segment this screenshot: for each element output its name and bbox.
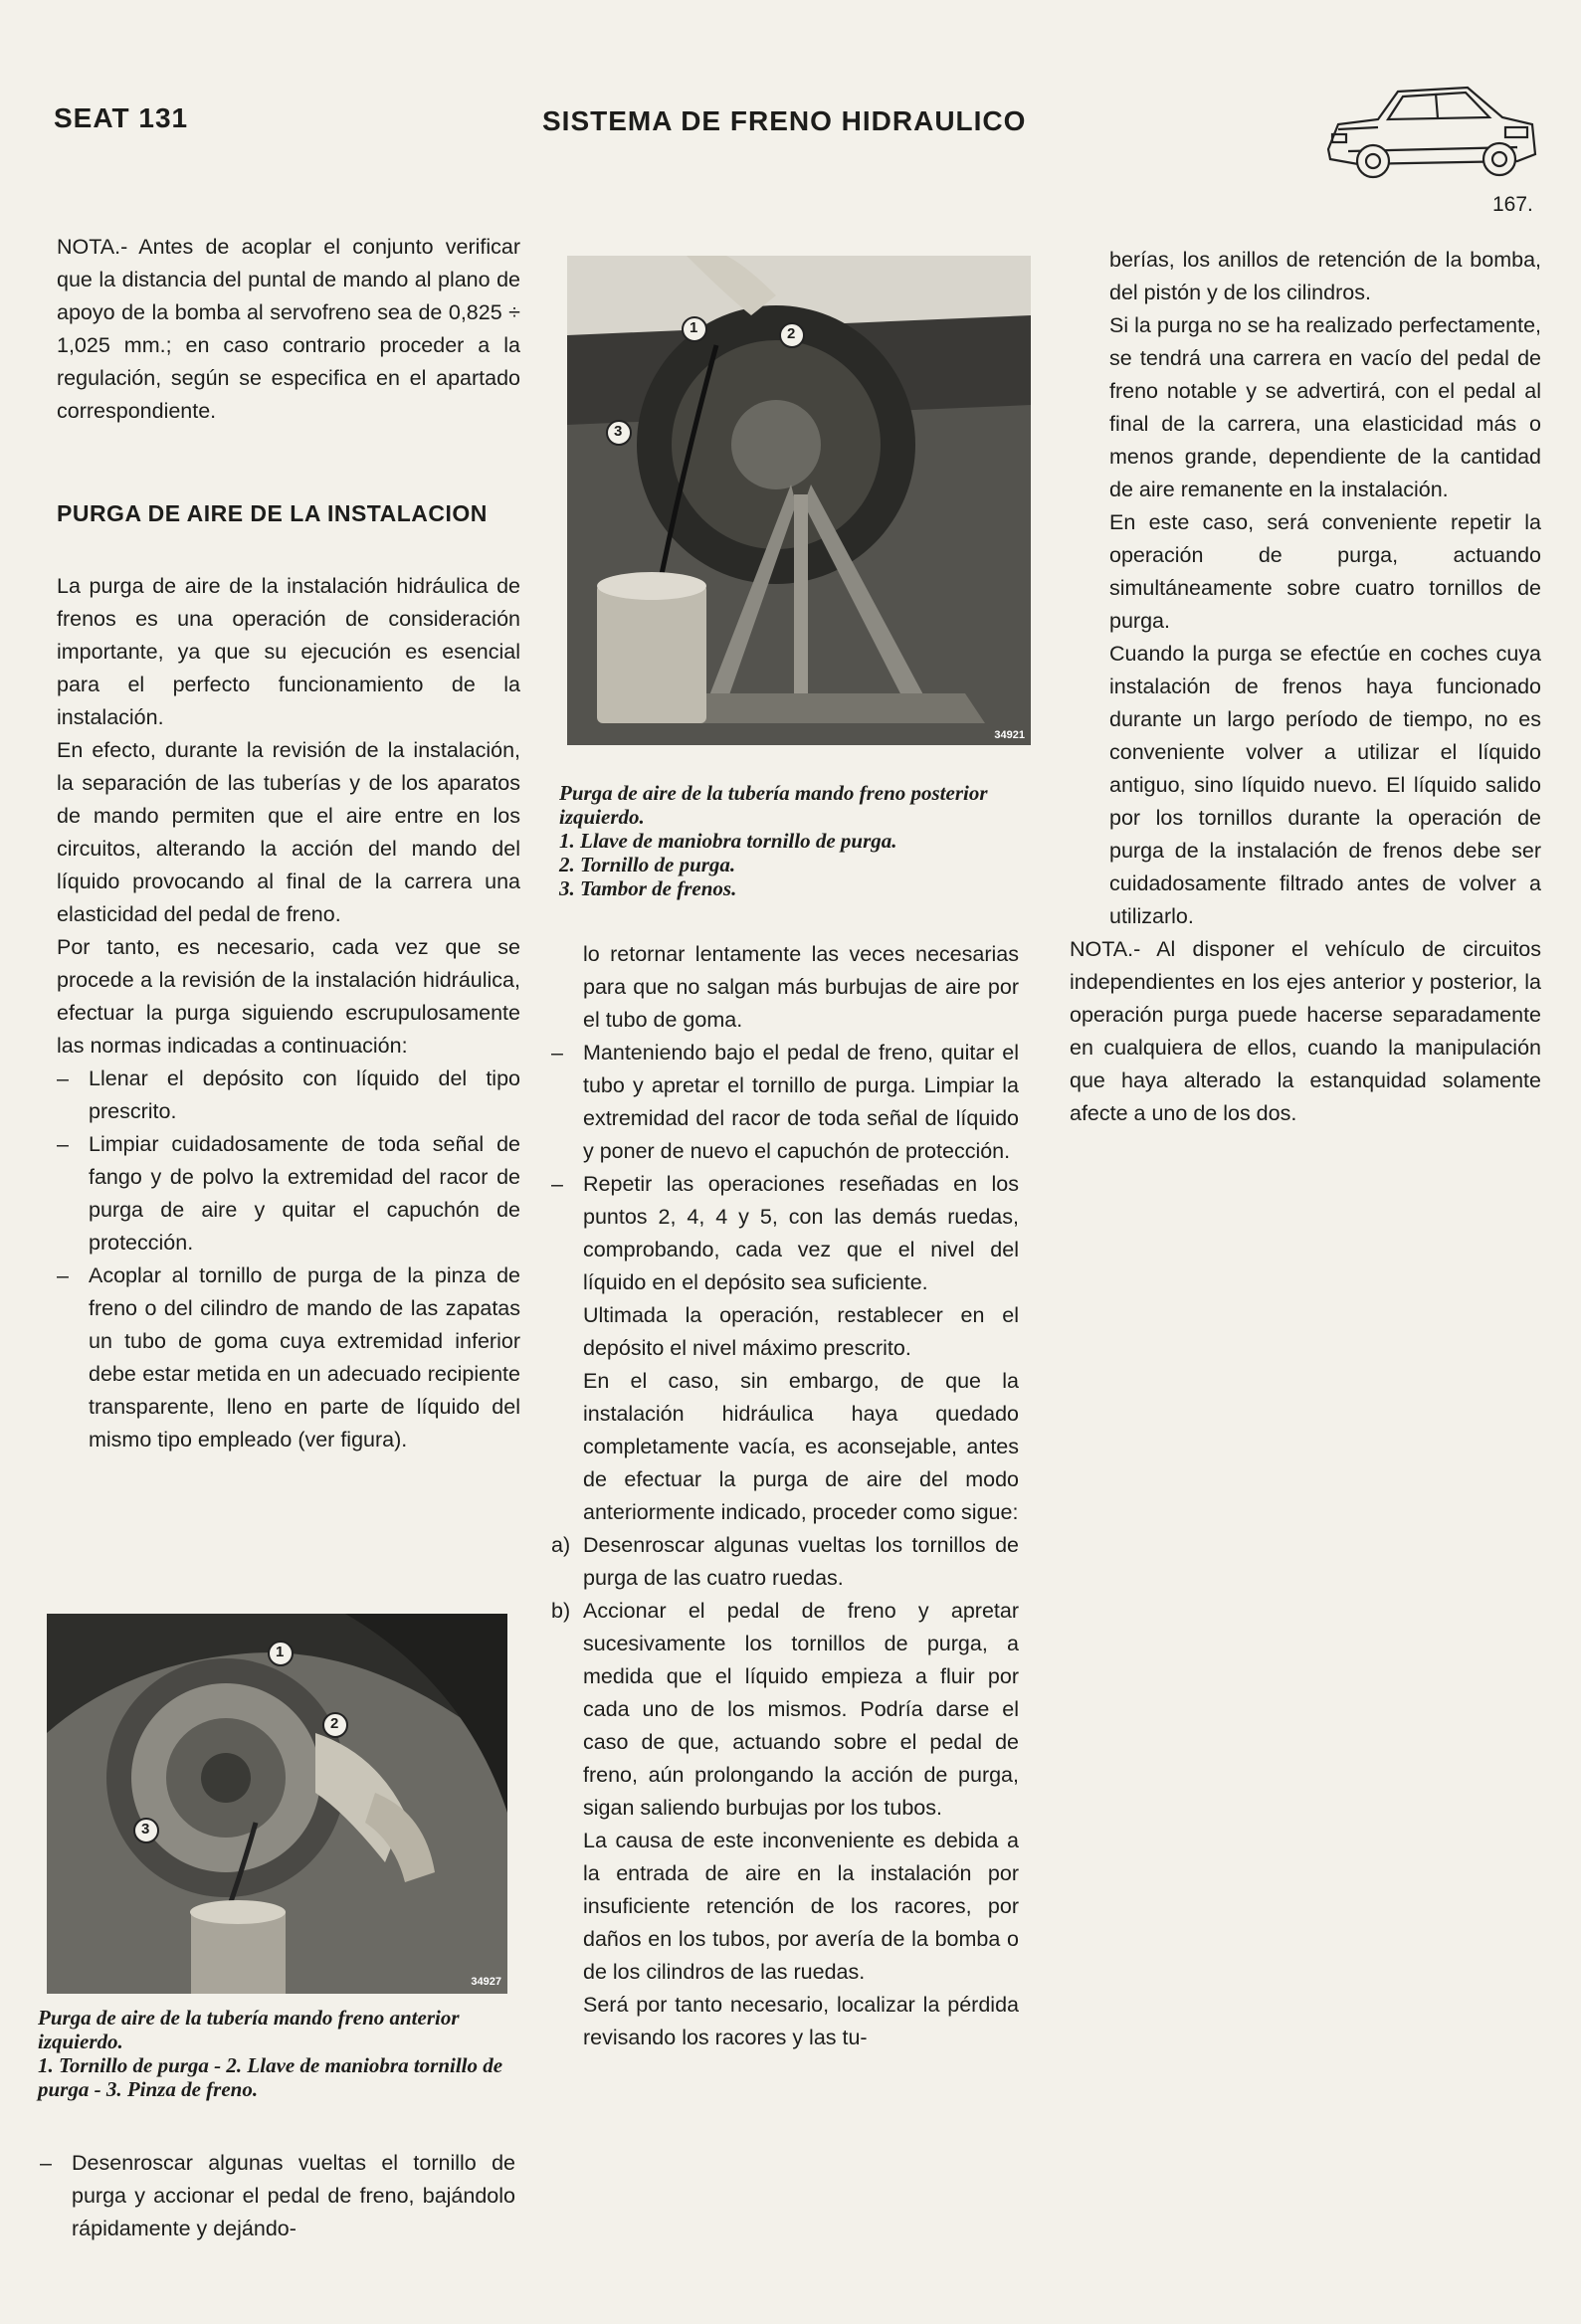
list-item: – Repetir las operaciones reseñadas en los puntos 2, 4, 4 y 5, con las demás ruedas, comprobando, cada vez que el nivel del líquido en el depósito sea suficiente. [551, 1168, 1019, 1299]
front-brake-photo [47, 1614, 507, 1994]
paragraph: berías, los anillos de retención de la bomba, del pistón y de los cilindros. [1109, 248, 1541, 304]
rear-brake-photo [567, 256, 1031, 745]
figure-id: 34927 [471, 1976, 501, 1988]
column-2 [551, 938, 1019, 2054]
model-name: SEAT 131 [54, 102, 189, 133]
caption-item: 1. Llave de maniobra tornillo de purga. [559, 829, 897, 853]
item-label: a) [551, 1533, 571, 1557]
callout-2: 2 [787, 325, 796, 342]
paragraph: Ultimada la operación, restablecer en el depósito el nivel máximo prescrito. [583, 1303, 1019, 1360]
callout-3: 3 [614, 423, 623, 440]
paragraph: La purga de aire de la instalación hidráulica de frenos es una operación de consideración importante, ya que su ejecución es esencial para el perfecto funcionamiento de la instalación. [57, 574, 520, 729]
nota-paragraph: NOTA.- Al disponer el vehículo de circuitos independientes en los ejes anterior y posterior, la operación purga puede hacerse separadamente en cualquiera de ellos, cuando la manipulación que haya alterado la estanquidad solamente afecte a uno de los dos. [1070, 937, 1541, 1125]
caption-title: Purga de aire de la tubería mando freno anterior izquierdo. [38, 2006, 460, 2053]
page-number: 167. [1492, 193, 1533, 216]
item-text: Accionar el pedal de freno y apretar sucesivamente los tornillos de purga, a medida que el líquido empieza a fluir por cada uno de los mismos. Podría darse el caso de que, actuando sobre el pedal de freno, aún prolongando la acción de purga, sigan saliendo burbujas por los tubos. [583, 1599, 1019, 1820]
paragraph: Será por tanto necesario, localizar la pérdida revisando los racores y las tu- [583, 1993, 1019, 2049]
column-1 [57, 231, 520, 1456]
caption-item: 3. Tambor de frenos. [559, 876, 737, 900]
car-illustration [1318, 70, 1542, 189]
callout-3: 3 [141, 1821, 150, 1838]
figure-id: 34921 [994, 729, 1025, 741]
caption-item: 2. Tornillo de purga. [559, 853, 736, 876]
list-item: – Llenar el depósito con líquido del tipo prescrito. [57, 1063, 520, 1128]
callout-1: 1 [276, 1644, 285, 1660]
lettered-item [551, 1595, 1019, 1825]
section-header: SISTEMA DE FRENO HIDRAULICO [542, 105, 1027, 136]
section-title: PURGA DE AIRE DE LA INSTALACION [57, 500, 488, 526]
paragraph: Cuando la purga se efectúe en coches cuya instalación de frenos haya funcionado durante un largo período de tiempo, no es conveniente volver a utilizar el líquido antiguo, sino líquido nuevo. El líquido salido por los tornillos durante la operación de purga de la instalación de frenos debe ser cuidadosamente filtrado antes de volver a utilizarlo. [1109, 642, 1541, 928]
lettered-item [551, 1529, 1019, 1595]
figure-caption-rear [559, 781, 1037, 900]
column-3 [1070, 244, 1541, 1130]
list-item: – Manteniendo bajo el pedal de freno, quitar el tubo y apretar el tornillo de purga. Limpiar la extremidad del racor de toda señal de líquido y poner de nuevo el capuchón de protección. [551, 1037, 1019, 1168]
list-item: – Acoplar al tornillo de purga de la pinza de freno o del cilindro de mando de las zapatas un tubo de goma cuya extremidad inferior debe estar metida en un adecuado recipiente transparente, lleno en parte de líquido del mismo tipo empleado (ver figura). [57, 1259, 520, 1456]
caption-legend: 1. Tornillo de purga - 2. Llave de maniobra tornillo de purga - 3. Pinza de freno. [38, 2053, 503, 2101]
list-item: – Desenroscar algunas vueltas el tornillo de purga y accionar el pedal de freno, bajándolo rápidamente y dejándo- [40, 2147, 515, 2245]
paragraph: En efecto, durante la revisión de la instalación, la separación de las tuberías y de los aparatos de mando permiten que el aire entre en los circuitos, alterando la acción del mando del líquido provocando al final de la carrera una elasticidad del pedal de freno. [57, 738, 520, 926]
callout-2: 2 [330, 1715, 339, 1732]
item-label: b) [551, 1599, 571, 1623]
list-item: – Limpiar cuidadosamente de toda señal de fango y de polvo la extremidad del racor de purga de aire y quitar el capuchón de protección. [57, 1128, 520, 1259]
paragraph: lo retornar lentamente las veces necesarias para que no salgan más burbujas de aire por el tubo de goma. [583, 942, 1019, 1032]
paragraph: En este caso, será conveniente repetir la operación de purga, actuando simultáneamente sobre cuatro tornillos de purga. [1109, 510, 1541, 633]
figure-caption-front [38, 2006, 515, 2101]
paragraph: Si la purga no se ha realizado perfectamente, se tendrá una carrera en vacío del pedal de freno notable y se advertirá, con el pedal al final de la carrera, una elasticidad más o menos grande, dependiente de la cantidad de aire remanente en la instalación. [1109, 313, 1541, 501]
item-text: Desenroscar algunas vueltas los tornillos de purga de las cuatro ruedas. [583, 1533, 1019, 1590]
callout-1: 1 [690, 319, 698, 336]
column-1-bottom [40, 2147, 515, 2245]
caption-title: Purga de aire de la tubería mando freno posterior izquierdo. [559, 781, 988, 829]
paragraph: Por tanto, es necesario, cada vez que se procede a la revisión de la instalación hidráulica, efectuar la purga siguiendo escrupulosamente las normas indicadas a continuación: [57, 935, 520, 1058]
nota-paragraph: NOTA.- Antes de acoplar el conjunto verificar que la distancia del puntal de mando al plano de apoyo de la bomba al servofreno sea de 0,825 ÷ 1,025 mm.; en caso contrario proceder a la regulación, según se especifica en el apartado correspondiente. [57, 235, 520, 423]
paragraph: La causa de este inconveniente es debida a la entrada de aire en la instalación por insuficiente retención de los racores, por daños en los tubos, por avería de la bomba o de los cilindros de las ruedas. [583, 1829, 1019, 1984]
paragraph: En el caso, sin embargo, de que la instalación hidráulica haya quedado completamente vacía, es aconsejable, antes de efectuar la purga de aire del modo anteriormente indicado, proceder como sigue: [583, 1369, 1019, 1524]
